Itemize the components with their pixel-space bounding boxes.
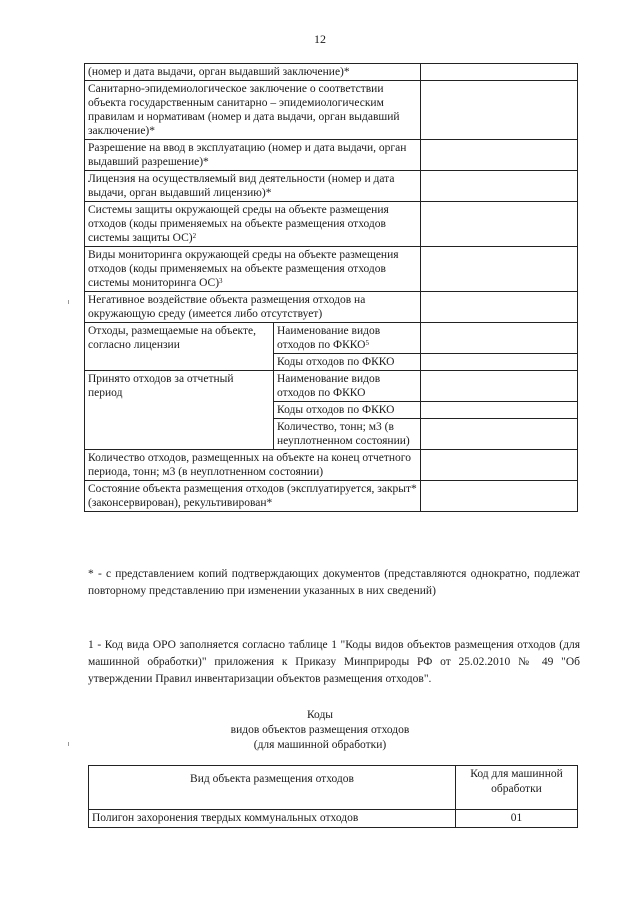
row-label-text: Виды мониторинга окружающей среды на объекте размещения отходов (коды применяемых на объекте размещения отходов системы мониторинга ОС) [88, 249, 399, 289]
table-row [85, 371, 578, 402]
inventory-table [84, 63, 578, 512]
object-code-cell: 01 [456, 810, 578, 828]
table-row [85, 171, 578, 202]
table-row [89, 810, 578, 828]
sub-label [274, 323, 421, 354]
row-value [421, 64, 578, 81]
row-label: Негативное воздействие объекта размещения отходов на окружающую среду (имеется либо отсутствует) [85, 292, 421, 323]
row-label: (номер и дата выдачи, орган выдавший заключение)* [85, 64, 421, 81]
row-value [421, 402, 578, 419]
row-value [421, 419, 578, 450]
table-row [85, 323, 578, 354]
codes-subtitle-note: (для машинной обработки) [253, 739, 387, 751]
table-row [85, 247, 578, 292]
row-label: Количество отходов, размещенных на объекте на конец отчетного периода, тонн; м3 (в неуплотненном состоянии) [85, 450, 421, 481]
row-value [421, 202, 578, 247]
footnote-1: 1 - Код вида ОРО заполняется согласно таблице 1 "Коды видов объектов размещения отходов (для машинной обработки)" приложения к Приказу Минприроды РФ от 25.02.2010 № 49 "Об утверждении Правил инвентаризации объектов размещения отходов". [88, 639, 580, 685]
column-header-code: Код для машинной обработки [456, 766, 578, 810]
codes-table [88, 765, 578, 828]
row-value [421, 292, 578, 323]
row-value [421, 371, 578, 402]
margin-mark [68, 300, 69, 304]
sub-label: Количество, тонн; м3 (в неуплотненном состоянии) [274, 419, 421, 450]
row-value [421, 171, 578, 202]
table-row [85, 292, 578, 323]
row-value [421, 247, 578, 292]
row-value [421, 481, 578, 512]
group-label-licensed-waste: Отходы, размещаемые на объекте, согласно лицензии [85, 323, 274, 371]
footnote-ref: 5 [365, 339, 369, 347]
group-label-accepted-waste: Принято отходов за отчетный период [85, 371, 274, 450]
table-row [85, 140, 578, 171]
sub-label: Наименование видов отходов по ФККО [274, 371, 421, 402]
row-label: Санитарно-эпидемиологическое заключение о соответствии объекта государственным санитарно – эпидемиологическим правилам и нормативам (номер и дата выдачи, орган выдавший заключение)* [85, 81, 421, 140]
footnote-asterisk: * - с представлением копий подтверждающих документов (представляются однократно, подлежат повторному представлению при изменении указанных в них сведений) [88, 568, 580, 597]
row-value [421, 354, 578, 371]
row-value [421, 81, 578, 140]
row-value [421, 450, 578, 481]
table-row [85, 481, 578, 512]
row-label: Разрешение на ввод в эксплуатацию (номер и дата выдачи, орган выдавший разрешение)* [85, 140, 421, 171]
sub-label-text: Наименование видов отходов по ФККО [277, 325, 381, 351]
codes-title: Коды [306, 709, 334, 721]
page-number: 12 [314, 32, 326, 46]
row-label [85, 247, 421, 292]
codes-subtitle: видов объектов размещения отходов [230, 724, 410, 736]
row-value [421, 140, 578, 171]
row-value [421, 323, 578, 354]
footnote-ref: 2 [192, 232, 197, 240]
row-label-text: Системы защиты окружающей среды на объекте размещения отходов (коды применяемых на объекте размещения отходов системы защиты ОС) [88, 204, 389, 244]
sub-label: Коды отходов по ФККО [274, 402, 421, 419]
table-row [85, 450, 578, 481]
table-header-row [89, 766, 578, 810]
table-row [85, 202, 578, 247]
table-row [85, 81, 578, 140]
sub-label: Коды отходов по ФККО [274, 354, 421, 371]
table-row [85, 64, 578, 81]
row-label: Состояние объекта размещения отходов (эксплуатируется, закрыт* (законсервирован), рекультивирован* [85, 481, 421, 512]
row-label [85, 202, 421, 247]
footnote-ref: 3 [219, 277, 223, 285]
object-type-cell: Полигон захоронения твердых коммунальных отходов [89, 810, 456, 828]
row-label: Лицензия на осуществляемый вид деятельности (номер и дата выдачи, орган выдавший лицензию)* [85, 171, 421, 202]
column-header-type: Вид объекта размещения отходов [89, 766, 456, 810]
